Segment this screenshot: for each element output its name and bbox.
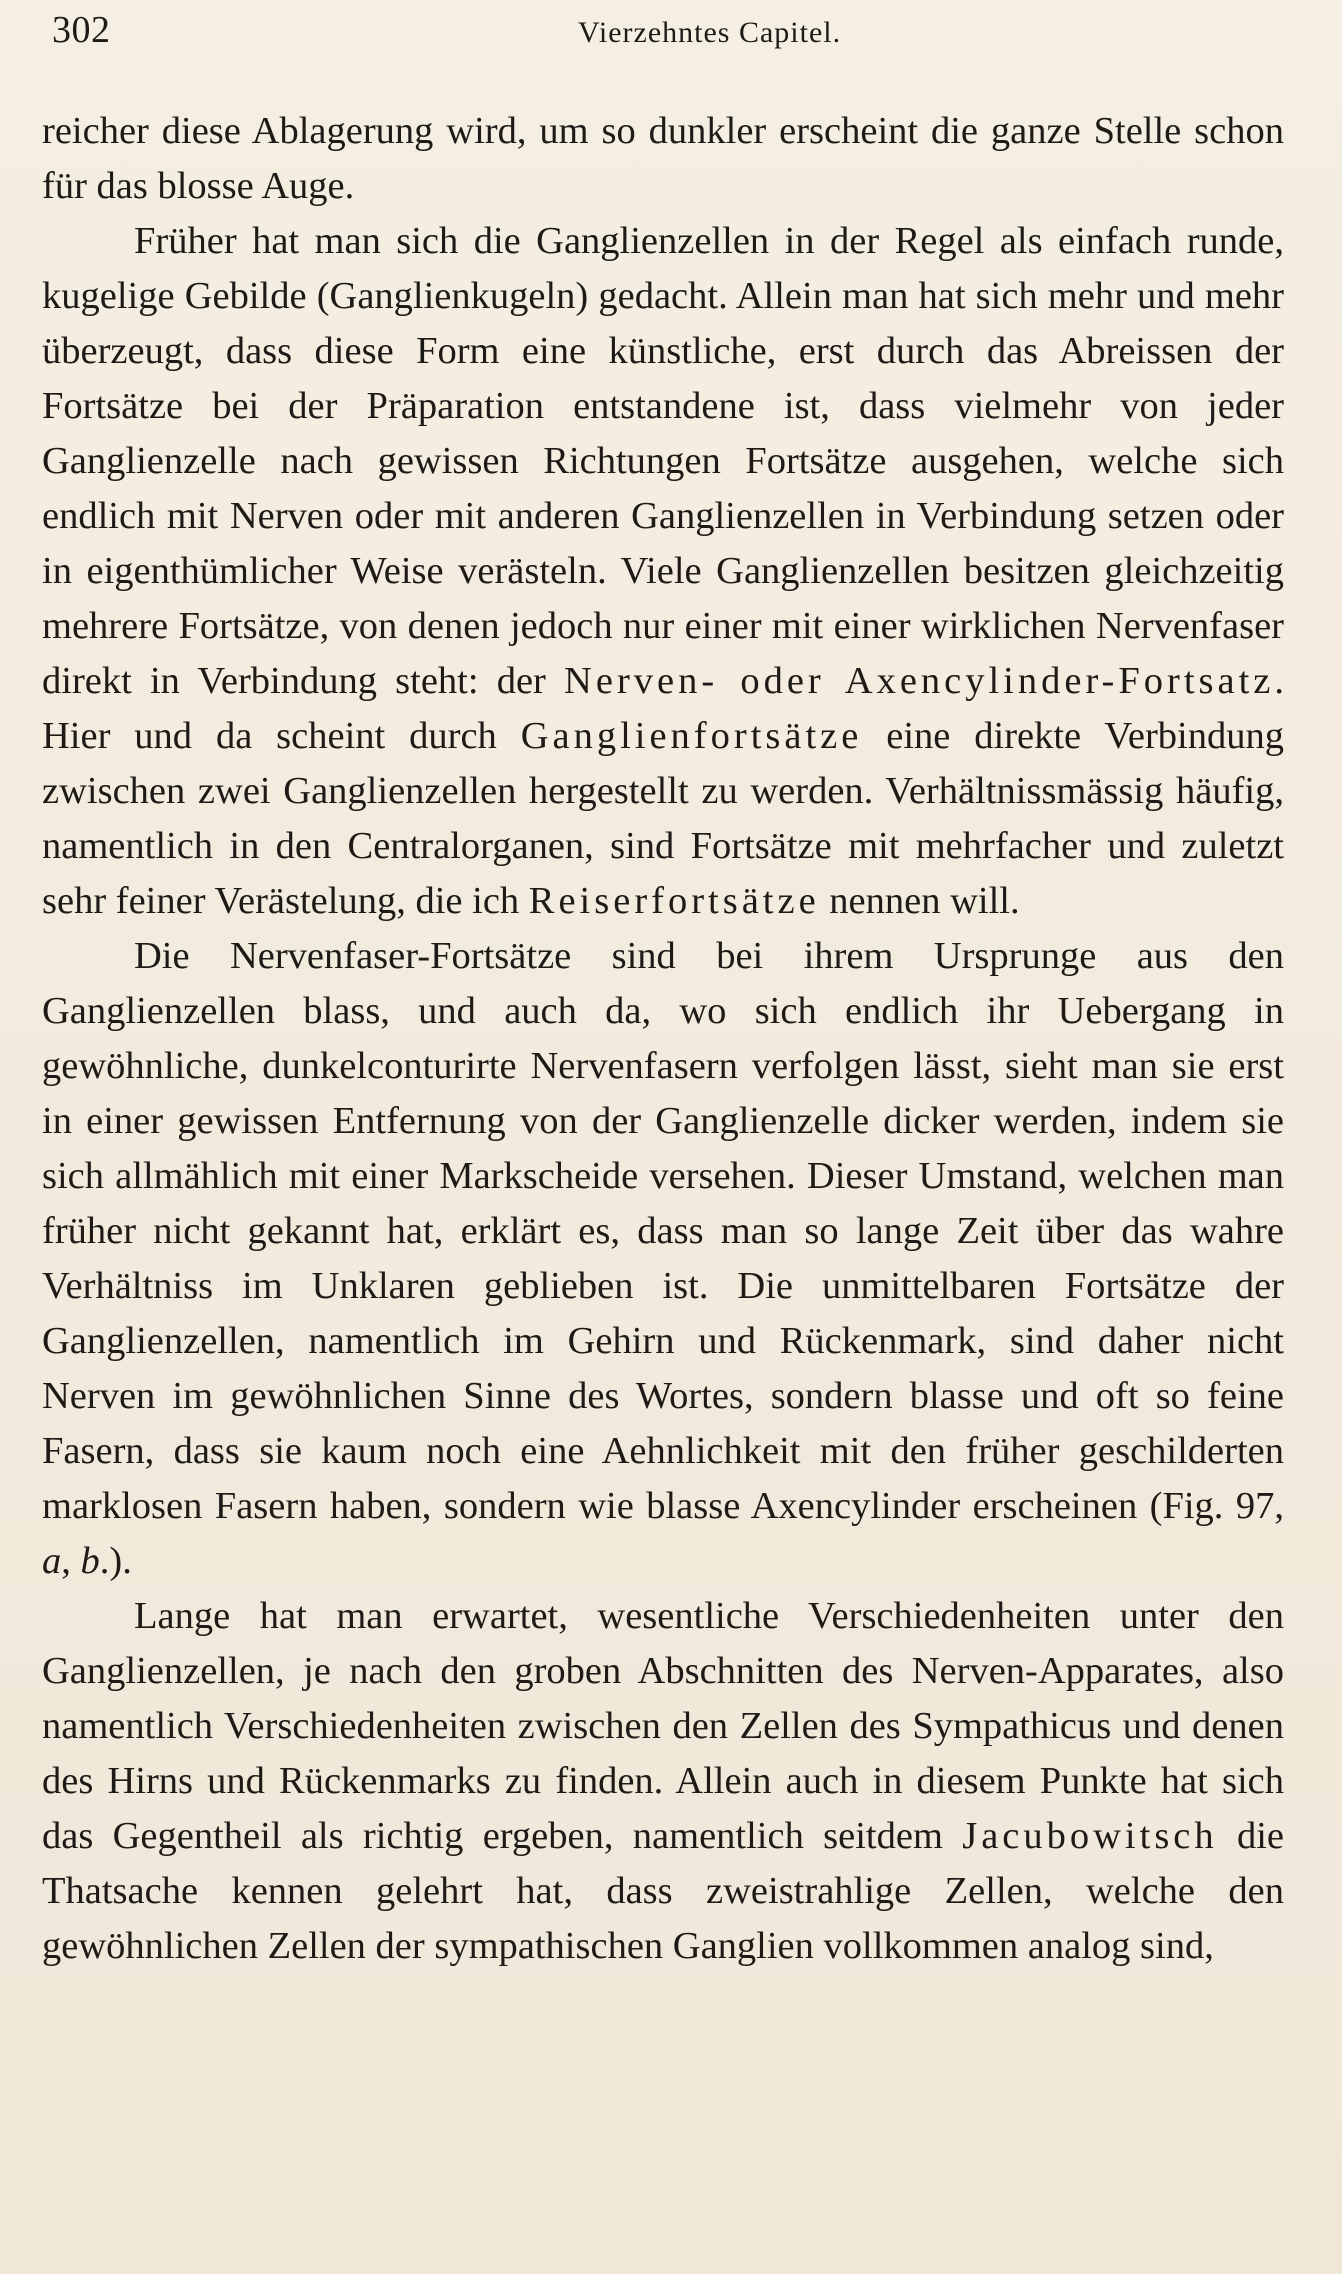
text-run: die Thatsache kennen gelehrt hat, dass zweistrahlige Zellen, welche den gewöhnlichen Zellen der sympathischen Ganglien vollkommen analog sind, <box>42 1815 1284 1967</box>
italic-text: a <box>42 1540 62 1582</box>
page-number: 302 <box>52 9 111 51</box>
spaced-emphasis-text: Ganglienfortsätze <box>520 715 863 757</box>
text-run: Früher hat man sich die Ganglienzellen in der Regel als einfach runde, kugelige Gebilde (Ganglienkugeln) gedacht. Allein man hat sich mehr und mehr überzeugt, dass diese Form eine künstliche, erst durch das Abreissen der Fortsätze bei der Präparation entstandene ist, dass vielmehr von jeder Ganglienzelle nach gewissen Richtungen Fortsätze ausgehen, welche sich endlich mit Nerven oder mit anderen Ganglienzellen in Verbindung setzen oder in eigenthümlicher Weise verästeln. Viele Ganglienzellen besitzen gleichzeitig mehrere Fortsätze, von denen jedoch nur einer mit einer wirklichen Nervenfaser direkt in Verbindung steht: der <box>42 220 1284 702</box>
text-run: . Hier und da scheint durch <box>42 660 1285 757</box>
page-header <box>42 8 1284 64</box>
text-run: nennen will. <box>819 880 1020 922</box>
text-run: .). <box>99 1540 132 1582</box>
running-title: Vierzehntes Capitel. <box>578 16 842 49</box>
paragraph <box>42 1589 1284 1974</box>
paragraph <box>42 214 1284 929</box>
text-run: Die Nervenfaser-Fortsätze sind bei ihrem Ursprunge aus den Ganglienzellen blass, und auch da, wo sich endlich ihr Uebergang in gewöhnliche, dunkelconturirte Nervenfasern verfolgen lässt, sieht man sie erst in einer gewissen Entfernung von der Ganglienzelle dicker werden, indem sie sich allmählich mit einer Markscheide versehen. Dieser Umstand, welchen man früher nicht gekannt hat, erklärt es, dass man so lange Zeit über das wahre Verhältniss im Unklaren geblieben ist. Die unmittelbaren Fortsätze der Ganglienzellen, namentlich im Gehirn und Rückenmark, sind daher nicht Nerven im gewöhnlichen Sinne des Wortes, sondern blasse und oft so feine Fasern, dass sie kaum noch eine Aehnlichkeit mit den früher geschilderten marklosen Fasern haben, sondern wie blasse Axencylinder erscheinen (Fig. 97, <box>42 935 1284 1527</box>
spaced-emphasis-text: Jacubowitsch <box>962 1815 1218 1857</box>
paragraph <box>42 929 1284 1589</box>
italic-text: b <box>80 1540 100 1582</box>
spaced-emphasis-text: Reiserfortsätze <box>528 880 820 922</box>
text-run: Lange hat man erwartet, wesentliche Verschiedenheiten unter den Ganglienzellen, je nach den groben Abschnitten des Nerven-Apparates, also namentlich Verschiedenheiten zwischen den Zellen des Sympathicus und denen des Hirns und Rückenmarks zu finden. Allein auch in diesem Punkte hat sich das Gegentheil als richtig ergeben, namentlich seitdem <box>42 1595 1284 1857</box>
body-text <box>42 104 1284 1974</box>
paragraph <box>42 104 1284 214</box>
text-run: reicher diese Ablagerung wird, um so dunkler erscheint die ganze Stelle schon für das blosse Auge. <box>42 110 1284 207</box>
spaced-emphasis-text: Nerven- oder Axencylinder-Fortsatz <box>564 660 1275 702</box>
text-run: eine direkte Verbindung zwischen zwei Ganglienzellen hergestellt zu werden. Verhältnissmässig häufig, namentlich in den Centralorganen, sind Fortsätze mit mehrfacher und zuletzt sehr feiner Verästelung, die ich <box>42 715 1284 922</box>
text-run: , <box>61 1540 81 1582</box>
